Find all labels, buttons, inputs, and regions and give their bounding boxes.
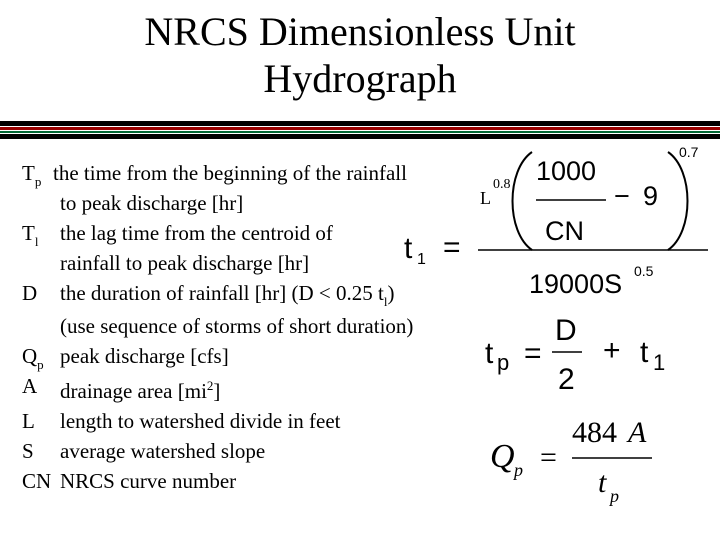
eq-tp-num: D xyxy=(555,314,577,347)
definition-text: average watershed slope xyxy=(60,439,266,463)
eq-tp-equals: = xyxy=(524,337,542,370)
eq-tp-lhs-sub: p xyxy=(497,350,510,375)
eq-qp-lhs: Q xyxy=(490,438,515,475)
eq-tl-paren-open xyxy=(513,152,533,250)
eq-qp-den: t xyxy=(598,466,607,499)
eq-tp-lhs: t xyxy=(485,337,494,370)
eq-tl-inner-num: 1000 xyxy=(536,156,597,186)
definition-text: the lag time from the centroid of xyxy=(60,221,333,245)
eq-tl-lhs: t xyxy=(404,232,413,265)
eq-tl-L-exp: 0.8 xyxy=(493,177,511,192)
definition-text: drainage area $[mi^2]$ xyxy=(60,378,221,403)
eq-tl-minus: − xyxy=(614,181,630,211)
eq-tl-denominator: 19000S xyxy=(529,269,623,299)
definition-text-continued: rainfall to peak discharge [hr] xyxy=(60,251,310,275)
definition-symbol: $T_p$ xyxy=(22,161,42,189)
definition-symbol: S xyxy=(22,439,34,463)
title-line-1: NRCS Dimensionless Unit xyxy=(144,9,576,54)
eq-tp-plus: + xyxy=(603,334,621,367)
definition-text-continued: (use sequence of storms of short duration) xyxy=(60,314,414,338)
definition-symbol: CN xyxy=(22,469,52,493)
definition-symbol: D xyxy=(22,281,38,305)
definition-text: NRCS curve number xyxy=(60,469,237,493)
definition-text: the time from the beginning of the rainfall xyxy=(53,161,407,185)
equation-peak-discharge xyxy=(490,416,652,506)
eq-qp-den-sub: p xyxy=(610,486,619,506)
eq-qp-num-value: 484 xyxy=(572,416,617,449)
definition-text: length to watershed divide in feet xyxy=(60,409,341,433)
title-line-2: Hydrograph xyxy=(263,56,457,101)
eq-tl-paren-close xyxy=(668,152,688,250)
definition-text-continued: to peak discharge [hr] xyxy=(60,191,244,215)
eq-tl-lhs-sub: 1 xyxy=(417,251,426,268)
eq-tp-den: 2 xyxy=(558,363,575,396)
eq-tl-equals: = xyxy=(443,231,461,264)
eq-tl-nine: 9 xyxy=(643,181,659,211)
eq-qp-equals: = xyxy=(540,441,557,474)
definition-text: peak discharge [cfs] xyxy=(60,344,229,368)
definition-symbol: $Q_p$ xyxy=(22,344,44,372)
eq-tl-outer-exp: 0.7 xyxy=(679,144,699,160)
definition-text: the duration of rainfall [hr] (D < 0.25 $t_l$) xyxy=(60,281,395,309)
definition-symbol: $T_l$ xyxy=(22,221,39,249)
equation-lag-time xyxy=(404,144,708,299)
eq-tp-t1-sub: 1 xyxy=(653,350,666,375)
eq-qp-lhs-sub: p xyxy=(514,460,523,480)
eq-tp-t1: t xyxy=(640,336,649,369)
definition-symbol: L xyxy=(22,409,35,433)
eq-tl-denominator-exp: 0.5 xyxy=(634,263,654,279)
definition-symbol: A xyxy=(22,374,38,398)
equation-time-to-peak xyxy=(485,314,665,396)
eq-tl-L: L xyxy=(480,188,491,208)
eq-tl-inner-den: CN xyxy=(545,216,584,246)
eq-qp-num-var: A xyxy=(628,416,647,449)
